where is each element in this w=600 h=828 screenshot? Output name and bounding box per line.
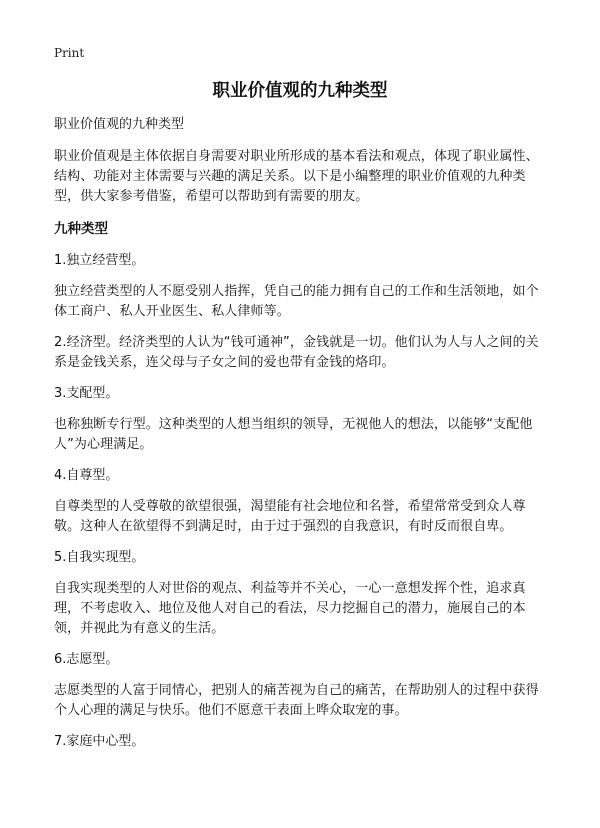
document-subtitle: 职业价值观的九种类型 [54, 117, 185, 132]
item-6-description: 志愿类型的人富于同情心，把别人的痛苦视为自己的痛苦，在帮助别人的过程中获得个人心理的满足与快乐。他们不愿意干表面上哗众取宠的事。 [54, 683, 539, 718]
item-6-title: 6.志愿型。 [54, 652, 119, 667]
print-link[interactable]: Print [54, 46, 85, 60]
item-3-title: 3.支配型。 [54, 386, 119, 401]
item-4-description: 自尊类型的人受尊敬的欲望很强，渴望能有社会地位和名誉，希望常常受到众人尊敬。这种人在欲望得不到满足时，由于过于强烈的自我意识，有时反而很自卑。 [54, 499, 526, 534]
section-heading: 九种类型 [54, 221, 108, 237]
item-5-description: 自我实现类型的人对世俗的观点、利益等并不关心，一心一意想发挥个性，追求真理，不考虑收入、地位及他人对自己的看法，尽力挖掘自己的潜力，施展自己的本领，并视此为有意义的生活。 [54, 581, 526, 636]
item-1-title: 1.独立经营型。 [54, 253, 145, 268]
intro-paragraph: 职业价值观是主体依据自身需要对职业所形成的基本看法和观点，体现了职业属性、结构、功能对主体需要与兴趣的满足关系。以下是小编整理的职业价值观的九种类型，供大家参考借鉴，希望可以帮助到有需要的朋友。 [54, 149, 539, 204]
item-2-paragraph: 2.经济型。经济类型的人认为“钱可通神”，金钱就是一切。他们认为人与人之间的关系是金钱关系，连父母与子女之间的爱也带有金钱的烙印。 [54, 335, 539, 370]
item-7-title: 7.家庭中心型。 [54, 734, 145, 749]
item-3-description: 也称独断专行型。这种类型的人想当组织的领导，无视他人的想法，以能够“支配他人”为心理满足。 [54, 417, 533, 452]
item-1-description: 独立经营类型的人不愿受别人指挥，凭自己的能力拥有自己的工作和生活领地，如个体工商户、私人开业医生、私人律师等。 [54, 284, 539, 319]
item-4-title: 4.自尊型。 [54, 468, 119, 483]
item-5-title: 5.自我实现型。 [54, 550, 145, 565]
document-title: 职业价值观的九种类型 [212, 81, 388, 101]
